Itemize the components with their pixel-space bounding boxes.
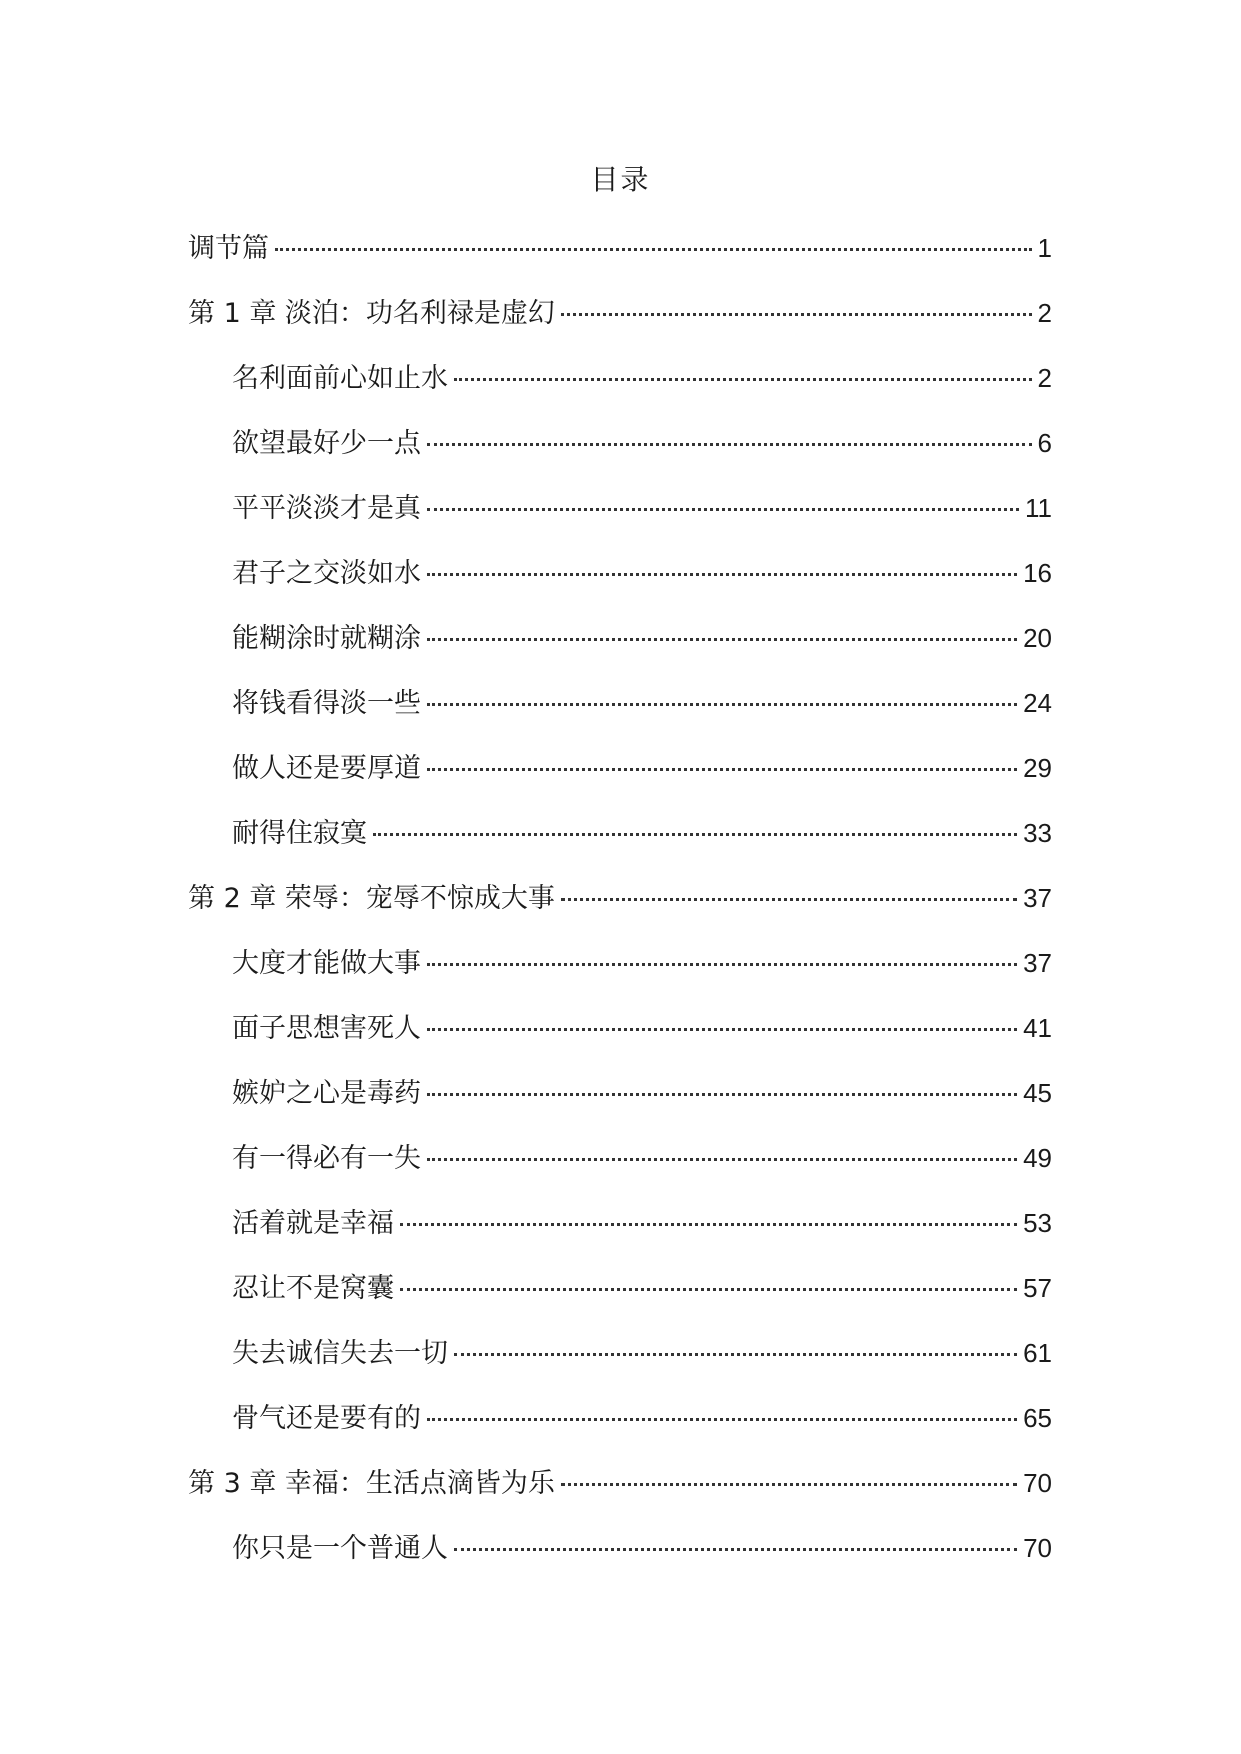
toc-dot-leader bbox=[427, 703, 1017, 706]
toc-entry-page-number: 70 bbox=[1023, 1468, 1052, 1498]
toc-entry-label: 忍让不是窝囊 bbox=[232, 1273, 394, 1304]
toc-entry-label: 骨气还是要有的 bbox=[232, 1403, 421, 1434]
toc-list bbox=[188, 228, 1052, 1593]
toc-dot-leader bbox=[427, 1158, 1017, 1161]
toc-chapter-entry[interactable] bbox=[188, 878, 1052, 943]
toc-section-entry[interactable] bbox=[188, 1398, 1052, 1463]
toc-entry-label: 第 2 章 荣辱：宠辱不惊成大事 bbox=[188, 883, 555, 914]
toc-dot-leader bbox=[427, 638, 1017, 641]
toc-dot-leader bbox=[561, 313, 1032, 316]
toc-entry-label: 做人还是要厚道 bbox=[232, 753, 421, 784]
toc-entry-page-number: 57 bbox=[1023, 1273, 1052, 1303]
toc-entry-label: 能糊涂时就糊涂 bbox=[232, 623, 421, 654]
toc-dot-leader bbox=[400, 1288, 1017, 1291]
toc-section-entry[interactable] bbox=[188, 488, 1052, 553]
toc-section-entry[interactable] bbox=[188, 1333, 1052, 1398]
toc-entry-page-number: 49 bbox=[1023, 1143, 1052, 1173]
toc-chapter-entry[interactable] bbox=[188, 1463, 1052, 1528]
toc-entry-page-number: 61 bbox=[1023, 1338, 1052, 1368]
toc-entry-label: 你只是一个普通人 bbox=[232, 1533, 448, 1564]
toc-entry-page-number: 65 bbox=[1023, 1403, 1052, 1433]
toc-entry-page-number: 24 bbox=[1023, 688, 1052, 718]
toc-entry-page-number: 6 bbox=[1037, 428, 1052, 458]
toc-section-entry[interactable] bbox=[188, 1528, 1052, 1593]
toc-entry-page-number: 2 bbox=[1037, 298, 1052, 328]
toc-entry-label: 调节篇 bbox=[188, 233, 269, 264]
toc-section-entry[interactable] bbox=[188, 748, 1052, 813]
toc-entry-label: 第 3 章 幸福：生活点滴皆为乐 bbox=[188, 1468, 555, 1499]
toc-dot-leader bbox=[454, 1548, 1017, 1551]
toc-entry-page-number: 37 bbox=[1023, 948, 1052, 978]
toc-dot-leader bbox=[427, 963, 1017, 966]
toc-section-entry[interactable] bbox=[188, 683, 1052, 748]
toc-dot-leader bbox=[427, 768, 1017, 771]
toc-entry-page-number: 33 bbox=[1023, 818, 1052, 848]
toc-dot-leader bbox=[561, 898, 1017, 901]
toc-section-entry[interactable] bbox=[188, 358, 1052, 423]
toc-entry-page-number: 16 bbox=[1023, 558, 1052, 588]
toc-entry-label: 平平淡淡才是真 bbox=[232, 493, 421, 524]
toc-dot-leader bbox=[400, 1223, 1017, 1226]
toc-chapter-entry[interactable] bbox=[188, 293, 1052, 358]
toc-entry-page-number: 11 bbox=[1025, 493, 1052, 523]
toc-section-entry[interactable] bbox=[188, 1138, 1052, 1203]
toc-entry-page-number: 41 bbox=[1023, 1013, 1052, 1043]
toc-entry-label: 有一得必有一失 bbox=[232, 1143, 421, 1174]
toc-section-entry[interactable] bbox=[188, 1008, 1052, 1073]
toc-entry-page-number: 2 bbox=[1037, 363, 1052, 393]
toc-dot-leader bbox=[427, 1028, 1017, 1031]
toc-entry-page-number: 70 bbox=[1023, 1533, 1052, 1563]
toc-section-entry[interactable] bbox=[188, 1203, 1052, 1268]
toc-dot-leader bbox=[454, 378, 1032, 381]
toc-dot-leader bbox=[454, 1353, 1017, 1356]
toc-entry-page-number: 29 bbox=[1023, 753, 1052, 783]
toc-entry-label: 第 1 章 淡泊：功名利禄是虚幻 bbox=[188, 298, 555, 329]
toc-entry-label: 将钱看得淡一些 bbox=[232, 688, 421, 719]
toc-entry-label: 耐得住寂寞 bbox=[232, 818, 367, 849]
toc-entry-label: 君子之交淡如水 bbox=[232, 558, 421, 589]
toc-section-entry[interactable] bbox=[188, 813, 1052, 878]
toc-title: 目录 bbox=[590, 163, 651, 196]
toc-dot-leader bbox=[561, 1483, 1017, 1486]
toc-entry-label: 活着就是幸福 bbox=[232, 1208, 394, 1239]
toc-dot-leader bbox=[427, 573, 1017, 576]
toc-entry-label: 大度才能做大事 bbox=[232, 948, 421, 979]
toc-entry-page-number: 37 bbox=[1023, 883, 1052, 913]
toc-dot-leader bbox=[373, 833, 1017, 836]
toc-dot-leader bbox=[427, 443, 1032, 446]
toc-section-entry[interactable] bbox=[188, 1073, 1052, 1138]
toc-entry-label: 名利面前心如止水 bbox=[232, 363, 448, 394]
toc-entry-page-number: 45 bbox=[1023, 1078, 1052, 1108]
toc-section-entry[interactable] bbox=[188, 1268, 1052, 1333]
toc-dot-leader bbox=[427, 1093, 1017, 1096]
toc-chapter-entry[interactable] bbox=[188, 228, 1052, 293]
toc-section-entry[interactable] bbox=[188, 618, 1052, 683]
toc-entry-label: 嫉妒之心是毒药 bbox=[232, 1078, 421, 1109]
toc-entry-label: 面子思想害死人 bbox=[232, 1013, 421, 1044]
toc-section-entry[interactable] bbox=[188, 553, 1052, 618]
toc-entry-label: 失去诚信失去一切 bbox=[232, 1338, 448, 1369]
toc-section-entry[interactable] bbox=[188, 423, 1052, 488]
toc-entry-page-number: 53 bbox=[1023, 1208, 1052, 1238]
toc-entry-label: 欲望最好少一点 bbox=[232, 428, 421, 459]
toc-section-entry[interactable] bbox=[188, 943, 1052, 1008]
toc-dot-leader bbox=[427, 508, 1019, 511]
toc-dot-leader bbox=[275, 248, 1032, 251]
toc-entry-page-number: 20 bbox=[1023, 623, 1052, 653]
toc-entry-page-number: 1 bbox=[1037, 233, 1052, 263]
toc-dot-leader bbox=[427, 1418, 1017, 1421]
